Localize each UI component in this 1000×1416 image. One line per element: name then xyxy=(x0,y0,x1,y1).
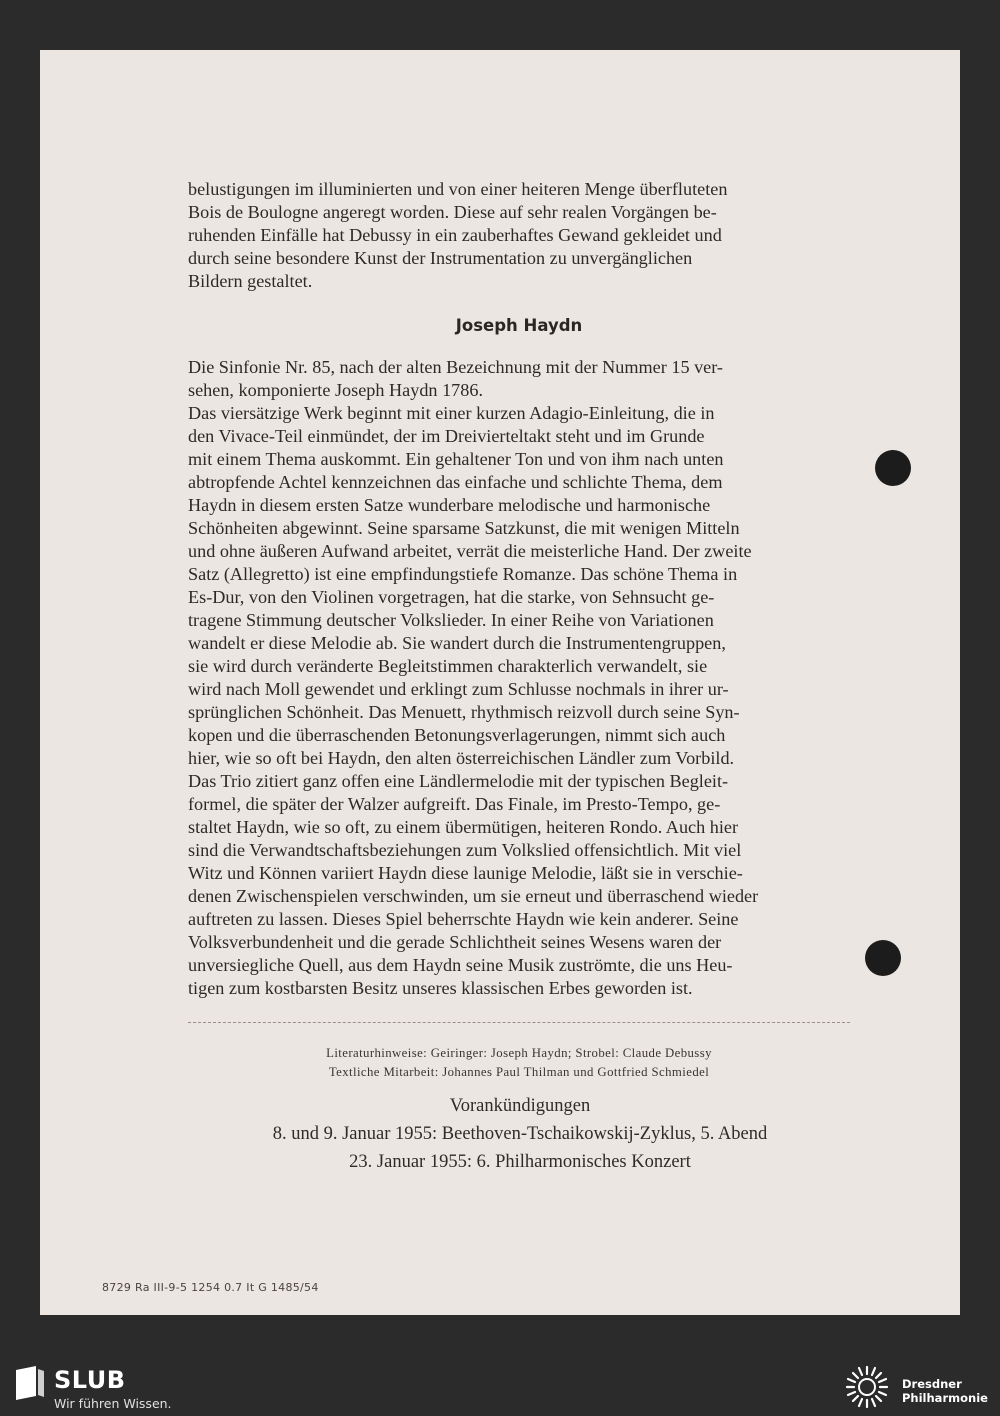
text-line: auftreten zu lassen. Dieses Spiel beherrschte Haydn wie kein anderer. Seine xyxy=(188,909,739,929)
text-line: Volksverbundenheit und die gerade Schlichtheit seines Wesens waren der xyxy=(188,932,722,952)
text-line: denen Zwischenspielen verschwinden, um sie erneut und überraschend wieder xyxy=(188,886,759,906)
announcement-line: 8. und 9. Januar 1955: Beethoven-Tschaikowskij-Zyklus, 5. Abend xyxy=(272,1124,768,1144)
document-page xyxy=(40,50,960,1315)
text-line: mit einem Thema auskommt. Ein gehaltener Ton und von ihm nach unten xyxy=(188,449,724,469)
partner-line: Philharmonie xyxy=(902,1391,988,1405)
text-line: kopen und die überraschenden Betonungsverlagerungen, nimmt sich auch xyxy=(188,725,726,745)
text-line: Bildern gestaltet. xyxy=(188,271,313,291)
text-line: Haydn in diesem ersten Satze wunderbare melodische und harmonische xyxy=(188,495,711,515)
text-line: staltet Haydn, wie so oft, zu einem übermütigen, heiteren Rondo. Auch hier xyxy=(188,817,739,837)
text-line: sie wird durch veränderte Begleitstimmen charakterlich verwandelt, sie xyxy=(188,656,708,676)
footer-bar xyxy=(0,1360,1000,1413)
text-line: den Vivace-Teil einmündet, der im Dreivierteltakt steht und im Grunde xyxy=(188,426,705,446)
text-line: tragene Stimmung deutscher Volkslieder. In einer Reihe von Variationen xyxy=(188,610,714,630)
announcements-title: Vorankündigungen xyxy=(449,1096,591,1116)
partner-line: Dresdner xyxy=(902,1377,962,1391)
slub-name[interactable]: SLUB xyxy=(54,1366,126,1394)
text-line: Bois de Boulogne angeregt worden. Diese auf sehr realen Vorgängen be- xyxy=(188,202,717,222)
punch-hole xyxy=(865,940,901,976)
text-line: durch seine besondere Kunst der Instrumentation zu unvergänglichen xyxy=(188,248,693,268)
text-line: hier, wie so oft bei Haydn, den alten österreichischen Ländler zum Vorbild. xyxy=(188,748,735,768)
text-line: und ohne äußeren Aufwand arbeitet, verrät die meisterliche Hand. Der zweite xyxy=(188,541,752,561)
text-line: tigen zum kostbarsten Besitz unseres klassischen Erbes geworden ist. xyxy=(188,978,693,998)
references-block xyxy=(188,1044,850,1082)
text-line: Witz und Können variiert Haydn diese launige Melodie, läßt sie in verschie- xyxy=(188,863,743,883)
text-line: Es-Dur, von den Violinen vorgetragen, hat die starke, von Sehnsucht ge- xyxy=(188,587,715,607)
text-line: abtropfende Achtel kennzeichnen das einfache und schlichte Thema, dem xyxy=(188,472,723,492)
philharmonie-sun-icon xyxy=(840,1362,894,1416)
collaboration-note: Textliche Mitarbeit: Johannes Paul Thilman und Gottfried Schmiedel xyxy=(328,1065,710,1079)
text-line: Das viersätzige Werk beginnt mit einer kurzen Adagio-Einleitung, die in xyxy=(188,403,715,423)
text-line: ruhenden Einfälle hat Debussy in ein zauberhaftes Gewand gekleidet und xyxy=(188,225,722,245)
text-line: Das Trio zitiert ganz offen eine Ländlermelodie mit der typischen Begleit- xyxy=(188,771,729,791)
slub-book-icon xyxy=(14,1366,46,1404)
announcements-block xyxy=(140,1092,900,1176)
text-line: sehen, komponierte Joseph Haydn 1786. xyxy=(188,380,483,400)
text-line: sind die Verwandtschaftsbeziehungen zum Volkslied offensichtlich. Mit viel xyxy=(188,840,742,860)
punch-hole xyxy=(875,450,911,486)
print-code: 8729 Ra III-9-5 1254 0.7 It G 1485/54 xyxy=(102,1281,319,1294)
partner-name[interactable] xyxy=(902,1377,988,1405)
text-line: unversiegliche Quell, aus dem Haydn seine Musik zuströmte, die uns Heu- xyxy=(188,955,733,975)
announcement-line: 23. Januar 1955: 6. Philharmonisches Konzert xyxy=(349,1152,691,1172)
haydn-text xyxy=(188,356,850,1000)
slub-tagline: Wir führen Wissen. xyxy=(54,1396,172,1411)
text-line: wandelt er diese Melodie ab. Sie wandert durch die Instrumentengruppen, xyxy=(188,633,726,653)
text-line: sprünglichen Schönheit. Das Menuett, rhythmisch reizvoll durch seine Syn- xyxy=(188,702,740,722)
text-line: belustigungen im illuminierten und von einer heiteren Menge überfluteten xyxy=(188,179,728,199)
text-line: Satz (Allegretto) ist eine empfindungstiefe Romanze. Das schöne Thema in xyxy=(188,564,738,584)
intro-paragraph xyxy=(188,178,850,293)
divider xyxy=(188,1022,850,1023)
text-line: Schönheiten abgewinnt. Seine sparsame Satzkunst, die mit wenigen Mitteln xyxy=(188,518,740,538)
text-line: wird nach Moll gewendet und erklingt zum Schlusse nochmals in ihrer ur- xyxy=(188,679,729,699)
text-line: Die Sinfonie Nr. 85, nach der alten Bezeichnung mit der Nummer 15 ver- xyxy=(188,357,723,377)
literature-note: Literaturhinweise: Geiringer: Joseph Haydn; Strobel: Claude Debussy xyxy=(326,1046,712,1060)
section-heading: Joseph Haydn xyxy=(455,316,583,335)
text-line: formel, die später der Walzer aufgreift. Das Finale, im Presto-Tempo, ge- xyxy=(188,794,721,814)
